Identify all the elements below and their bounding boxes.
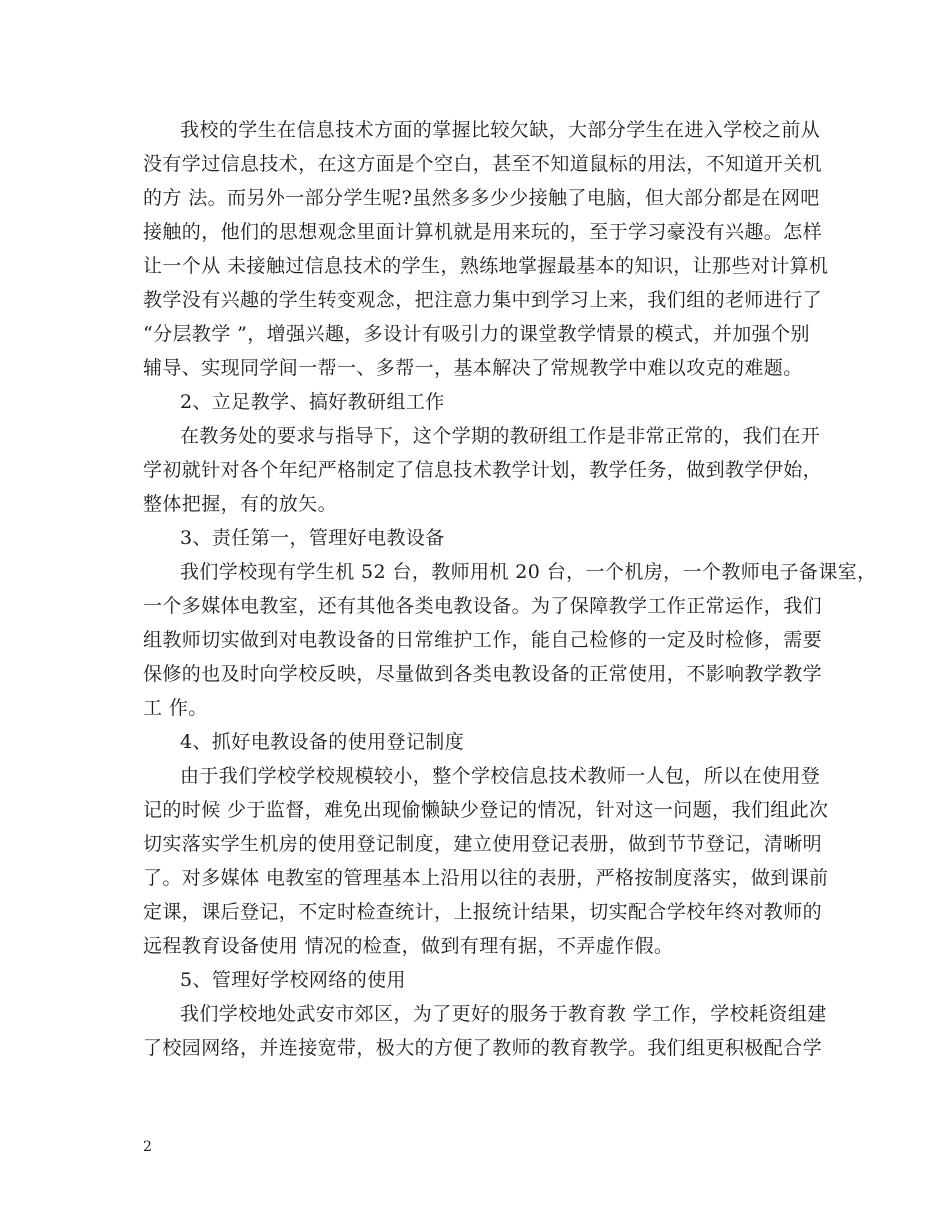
paragraph-line: 了校园网络，并连接宽带，极大的方便了教师的教育教学。我们组更积极配合学 (143, 1037, 823, 1059)
paragraph-line: 工 作。 (143, 697, 208, 719)
paragraph-line: 没有学过信息技术，在这方面是个空白，甚至不知道鼠标的用法，不知道开关机 (143, 153, 823, 175)
section-heading: 4、抓好电教设备的使用登记制度 (180, 731, 465, 753)
paragraph-line: 的方 法。而另外一部分学生呢?虽然多多少少接触了电脑，但大部分都是在网吧 (143, 187, 820, 209)
paragraph-line: “分层教学 ”，增强兴趣，多设计有吸引力的课堂教学情景的模式，并加强个别 (143, 323, 810, 345)
page-number: 2 (143, 1139, 152, 1155)
paragraph-line: 定课，课后登记，不定时检查统计，上报统计结果，切实配合学校年终对教师的 (143, 901, 823, 923)
paragraph-line: 学初就针对各个年纪严格制定了信息技术教学计划，教学任务，做到教学伊始， (143, 459, 823, 481)
paragraph-line: 让一个从 未接触过信息技术的学生，熟练地掌握最基本的知识，让那些对计算机 (143, 255, 829, 277)
paragraph-line: 我校的学生在信息技术方面的掌握比较欠缺，大部分学生在进入学校之前从 (180, 119, 821, 141)
paragraph-line: 我们学校地处武安市郊区，为了更好的服务于教育教 学工作，学校耗资组建 (180, 1003, 827, 1025)
section-heading: 5、管理好学校网络的使用 (180, 969, 406, 991)
paragraph-line: 了。对多媒体 电教室的管理基本上沿用以往的表册，严格按制度落实，做到课前 (143, 867, 829, 889)
paragraph-line: 接触的，他们的思想观念里面计算机就是用来玩的，至于学习豪没有兴趣。怎样 (143, 221, 823, 243)
paragraph-line: 教学没有兴趣的学生转变观念，把注意力集中到学习上来，我们组的老师进行了 (143, 289, 823, 311)
paragraph-line: 在教务处的要求与指导下，这个学期的教研组工作是非常正常的，我们在开 (180, 425, 821, 447)
paragraph-line: 组教师切实做到对电教设备的日常维护工作，能自己检修的一定及时检修，需要 (143, 629, 823, 651)
paragraph-line: 记的时候 少于监督，难免出现偷懒缺少登记的情况，针对这一问题，我们组此次 (143, 799, 829, 821)
section-heading: 2、立足教学、搞好教研组工作 (180, 391, 445, 413)
paragraph-line: 一个多媒体电教室，还有其他各类电教设备。为了保障教学工作正常运作，我们 (143, 595, 823, 617)
paragraph-line: 辅导、实现同学间一帮一、多帮一，基本解决了常规教学中难以攻克的难题。 (143, 357, 803, 379)
paragraph-line: 远程教育设备使用 情况的检查，做到有理有据，不弄虚作假。 (143, 935, 674, 957)
paragraph-line: 我们学校现有学生机 52 台，教师用机 20 台，一个机房，一个教师电子备课室， (180, 561, 877, 583)
paragraph-line: 整体把握，有的放矢。 (143, 493, 338, 515)
paragraph-line: 切实落实学生机房的使用登记制度，建立使用登记表册，做到节节登记，清晰明 (143, 833, 823, 855)
paragraph-line: 保修的也及时向学校反映，尽量做到各类电教设备的正常使用，不影响教学教学 (143, 663, 823, 685)
paragraph-line: 由于我们学校学校规模较小，整个学校信息技术教师一人包，所以在使用登 (180, 765, 821, 787)
section-heading: 3、责任第一，管理好电教设备 (180, 527, 445, 549)
